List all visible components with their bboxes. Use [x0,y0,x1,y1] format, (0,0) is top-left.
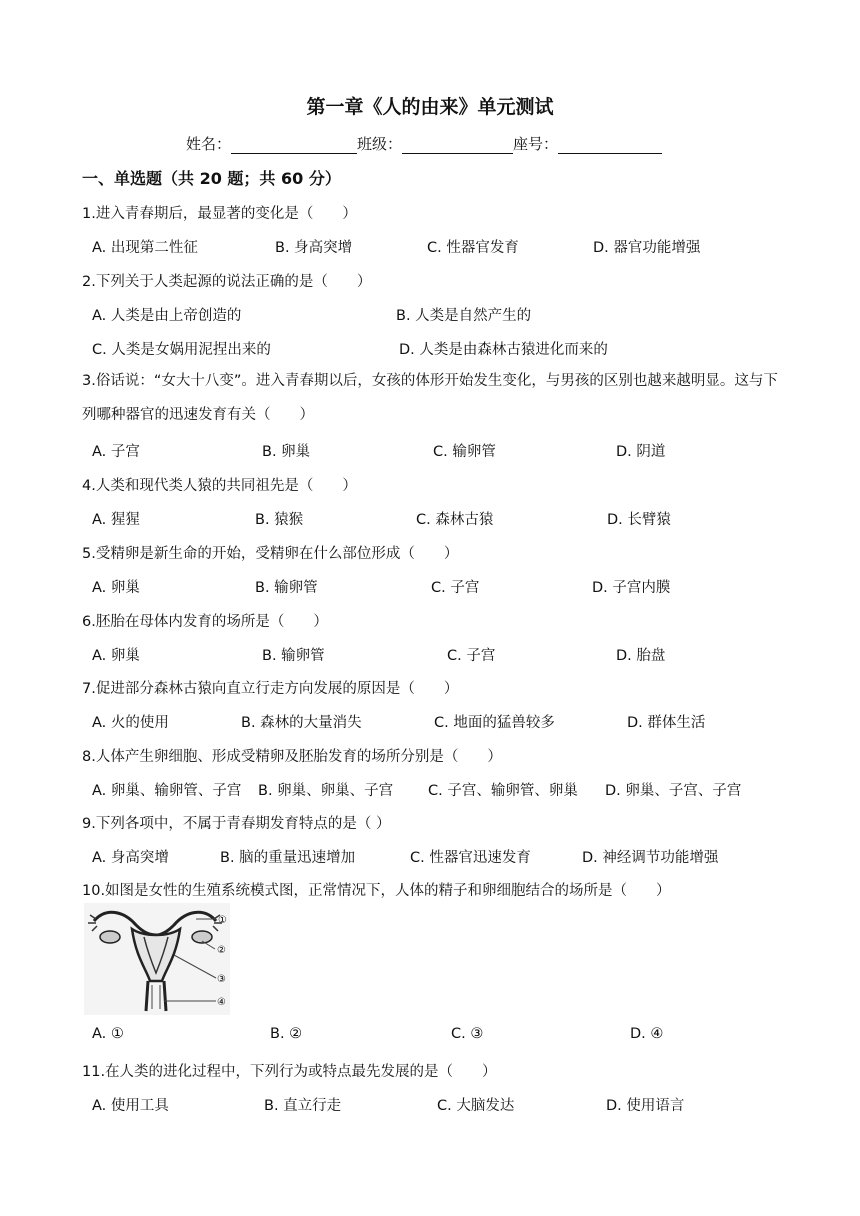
option-d[interactable]: D. 神经调节功能增强 [582,850,719,866]
option-d[interactable]: D. 子宫内膜 [592,580,671,596]
option-a[interactable]: A. 使用工具 [92,1098,169,1114]
option-a[interactable]: A. 卵巢、输卵管、子宫 [92,783,242,799]
option-b[interactable]: B. 输卵管 [262,648,325,664]
question-stem: 10.如图是女性的生殖系统模式图，正常情况下，人体的精子和卵细胞结合的场所是（ ） [82,883,671,899]
option-a[interactable]: A. 子宫 [92,444,140,460]
option-d[interactable]: D. 使用语言 [606,1098,685,1114]
question-stem: 1.进入青春期后，最显著的变化是（ ） [82,206,357,222]
option-a[interactable]: A. 卵巢 [92,648,140,664]
option-b[interactable]: B. 脑的重量迅速增加 [220,850,356,866]
reproductive-system-diagram [84,903,230,1015]
option-c[interactable]: C. 子宫、输卵管、卵巢 [428,783,578,799]
option-a[interactable]: A. 猩猩 [92,512,140,528]
option-a[interactable]: A. 卵巢 [92,580,140,596]
option-d[interactable]: D. 卵巢、子宫、子宫 [605,783,742,799]
option-c[interactable]: C. 子宫 [447,648,496,664]
class-blank[interactable] [402,137,513,154]
option-b[interactable]: B. 直立行走 [264,1098,342,1114]
option-d[interactable]: D. ④ [630,1026,664,1042]
page-title: 第一章《人的由来》单元测试 [306,96,554,118]
option-d[interactable]: D. 阴道 [616,444,666,460]
option-b[interactable]: B. 猿猴 [255,512,304,528]
uterus-diagram-svg [84,903,230,1015]
seat-blank[interactable] [558,137,662,154]
question-stem: 7.促进部分森林古猿向直立行走方向发展的原因是（ ） [82,681,459,697]
option-d[interactable]: D. 长臂猿 [607,512,671,528]
option-c[interactable]: C. 子宫 [431,580,480,596]
option-c[interactable]: C. 森林古猿 [416,512,494,528]
option-b[interactable]: B. 卵巢、卵巢、子宫 [258,783,394,799]
diagram-label-4: ④ [217,997,226,1008]
option-d[interactable]: D. 胎盘 [616,648,666,664]
option-c[interactable]: C. 输卵管 [433,444,496,460]
option-a[interactable]: A. ① [92,1026,124,1042]
option-c[interactable]: C. 性器官迅速发育 [410,850,531,866]
option-c[interactable]: C. 地面的猛兽较多 [434,715,555,731]
option-b[interactable]: B. ② [270,1026,303,1042]
option-b[interactable]: B. 森林的大量消失 [241,715,362,731]
option-b[interactable]: B. 身高突增 [275,240,353,256]
question-stem: 6.胚胎在母体内发育的场所是（ ） [82,614,328,630]
diagram-label-2: ② [217,945,226,956]
name-label: 姓名： [186,135,232,153]
option-a[interactable]: A. 人类是由上帝创造的 [92,308,242,324]
option-b[interactable]: B. 输卵管 [255,580,318,596]
option-d[interactable]: D. 群体生活 [627,715,706,731]
option-d[interactable]: D. 器官功能增强 [593,240,701,256]
question-stem: 11.在人类的进化过程中，下列行为或特点最先发展的是（ ） [82,1064,497,1080]
option-c[interactable]: C. 大脑发达 [437,1098,515,1114]
option-d[interactable]: D. 人类是由森林古猿进化而来的 [399,342,608,358]
question-stem: 2.下列关于人类起源的说法正确的是（ ） [82,274,372,290]
option-a[interactable]: A. 火的使用 [92,715,169,731]
option-a[interactable]: A. 身高突增 [92,850,169,866]
option-b[interactable]: B. 卵巢 [262,444,311,460]
diagram-label-3: ③ [217,974,226,985]
question-stem: 4.人类和现代类人猿的共同祖先是（ ） [82,478,357,494]
question-stem: 5.受精卵是新生命的开始，受精卵在什么部位形成（ ） [82,546,459,562]
student-info-line [186,133,662,154]
option-a[interactable]: A. 出现第二性征 [92,240,198,256]
section-heading: 一、单选题（共 20 题；共 60 分） [82,169,341,188]
option-c[interactable]: C. 性器官发育 [427,240,519,256]
diagram-label-1: ① [218,915,227,926]
class-label: 班级： [357,135,403,153]
name-blank[interactable] [231,137,357,154]
option-b[interactable]: B. 人类是自然产生的 [396,308,532,324]
question-stem: 3.俗话说：“女大十八变”。进入青春期以后，女孩的体形开始发生变化，与男孩的区别也越来越明显。这与下列哪种器官的迅速发育有关（ ） [82,373,778,423]
question-stem: 8.人体产生卵细胞、形成受精卵及胚胎发育的场所分别是（ ） [82,749,502,765]
question-stem: 9.下列各项中，不属于青春期发育特点的是（ ） [82,816,391,832]
option-c[interactable]: C. ③ [451,1026,484,1042]
option-c[interactable]: C. 人类是女娲用泥捏出来的 [92,342,271,358]
seat-label: 座号： [513,135,559,153]
